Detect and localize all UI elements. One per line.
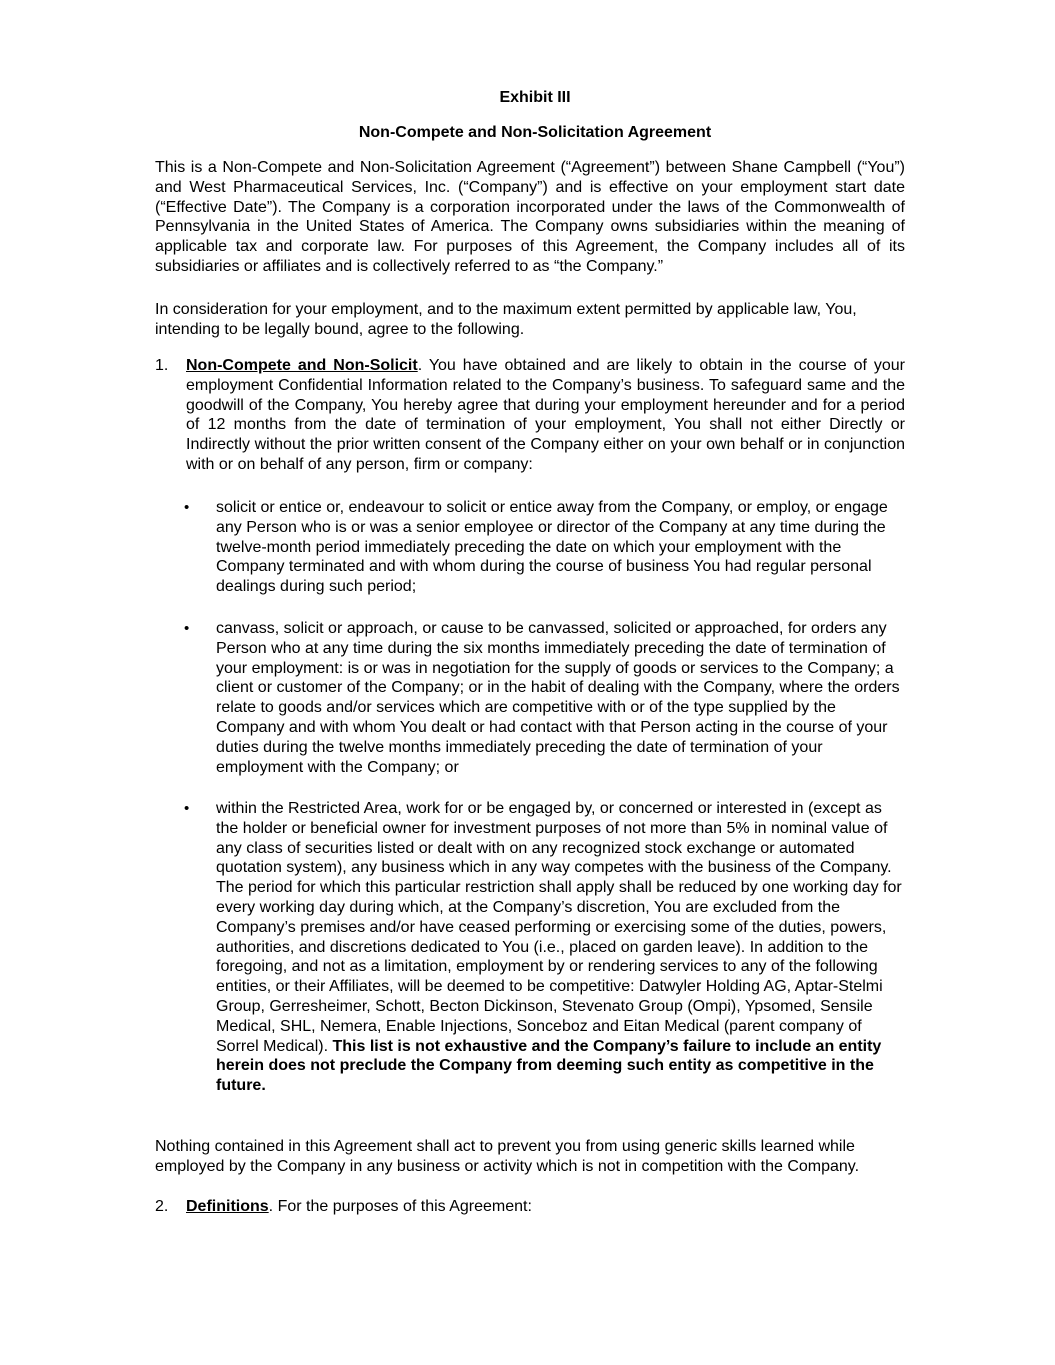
bullet-3-text: within the Restricted Area, work for or be engaged by, or concerned or interested in (except as the holder or beneficial owner for investment purposes of not more than 5% in nominal value of any class of securities listed or dealt with on any recognized stock exchange or automated quotation system), any business which in any way competes with the business of the Company. The period for which this particular restriction shall apply shall be reduced by one working day for every working day during which, at the Company’s discretion, You are excluded from the Company’s premises and/or have ceased performing or exercising some of the duties, powers, authorities, and discretions dedicated to You (i.e., placed on garden leave). In addition to the foregoing, and not as a limitation, employment by or rendering services to any of the following entities, or their Affiliates, will be deemed to be competitive: Datwyler Holding AG, Aptar-Stelmi Group, Gerresheimer, Schott, Becton Dickinson, Stevenato Group (Ompi), Ypsomed, Sensile Medical, SHL, Nemera, Enable Injections, Sonceboz and Eitan Medical (parent company of Sorrel Medical). <box>216 800 902 1055</box>
agreement-title: Non-Compete and Non-Solicitation Agreement <box>358 124 712 141</box>
bullet-3-paragraph <box>216 799 906 1096</box>
section-2-heading: Definitions <box>186 1198 269 1215</box>
intro-paragraph: This is a Non-Compete and Non-Solicitation Agreement (“Agreement”) between Shane Campbell (“You”) and West Pharmaceutical Services, Inc. (“Company”) and is effective on your employment start date (“Effective Date”). The Company is a corporation incorporated under the laws of the Commonwealth of Pennsylvania in the United States of America. The Company owns subsidiaries within the meaning of applicable tax and corporate law. For purposes of this Agreement, the Company includes all of its subsidiaries or affiliates and is collectively referred to as “the Company.” <box>155 159 905 275</box>
bullet-3-marker: • <box>184 800 190 817</box>
section-2-paragraph <box>186 1197 905 1217</box>
generic-skills-paragraph: Nothing contained in this Agreement shall act to prevent you from using generic skills learned while employed by the Company in any business or activity which is not in competition with the Company. <box>155 1138 860 1175</box>
exhibit-title: Exhibit III <box>499 89 571 106</box>
bullet-2-text: canvass, solicit or approach, or cause to be canvassed, solicited or approached, for orders any Person who at any time during the six months immediately preceding the date of termination of your employment: is or was in negotiation for the supply of goods or services to the Company; a client or customer of the Company; or in the habit of dealing with the Company, where the orders relate to goods and/or services which are competitive with or of the type supplied by the Company and with whom You dealt or had contact with that Person acting in the course of your duties during the twelve months immediately preceding the date of termination of your employment with the Company; or <box>216 620 900 776</box>
section-1-number: 1. <box>155 357 169 374</box>
bullet-1-text: solicit or entice or, endeavour to solicit or entice away from the Company, or employ, or engage any Person who is or was a senior employee or director of the Company at any time during the twelve-month period immediately preceding the date on which your employment with the Company terminated and with whom during the course of business You had regular personal dealings during such period; <box>216 499 888 596</box>
section-2-number: 2. <box>155 1198 169 1215</box>
bullet-1-marker: • <box>184 499 190 516</box>
bullet-3-bold-text: This list is not exhaustive and the Company’s failure to include an entity herein does not preclude the Company from deeming such entity as competitive in the future. <box>216 1037 882 1095</box>
consideration-paragraph: In consideration for your employment, and to the maximum extent permitted by applicable law, You, intending to be legally bound, agree to the following. <box>155 301 857 338</box>
section-1-paragraph <box>186 356 905 475</box>
section-1-heading: Non-Compete and Non-Solicit <box>186 357 418 374</box>
section-2-body: . For the purposes of this Agreement: <box>268 1198 532 1215</box>
bullet-2-marker: • <box>184 620 190 637</box>
section-1-body: . You have obtained and are likely to obtain in the course of your employment Confidential Information related to the Company’s business. To safeguard same and the goodwill of the Company, You hereby agree that during your employment hereunder and for a period of 12 months from the date of termination of your employment, You shall not either Directly or Indirectly without the prior written consent of the Company either on your own behalf or in conjunction with or on behalf of any person, firm or company: <box>186 357 905 473</box>
